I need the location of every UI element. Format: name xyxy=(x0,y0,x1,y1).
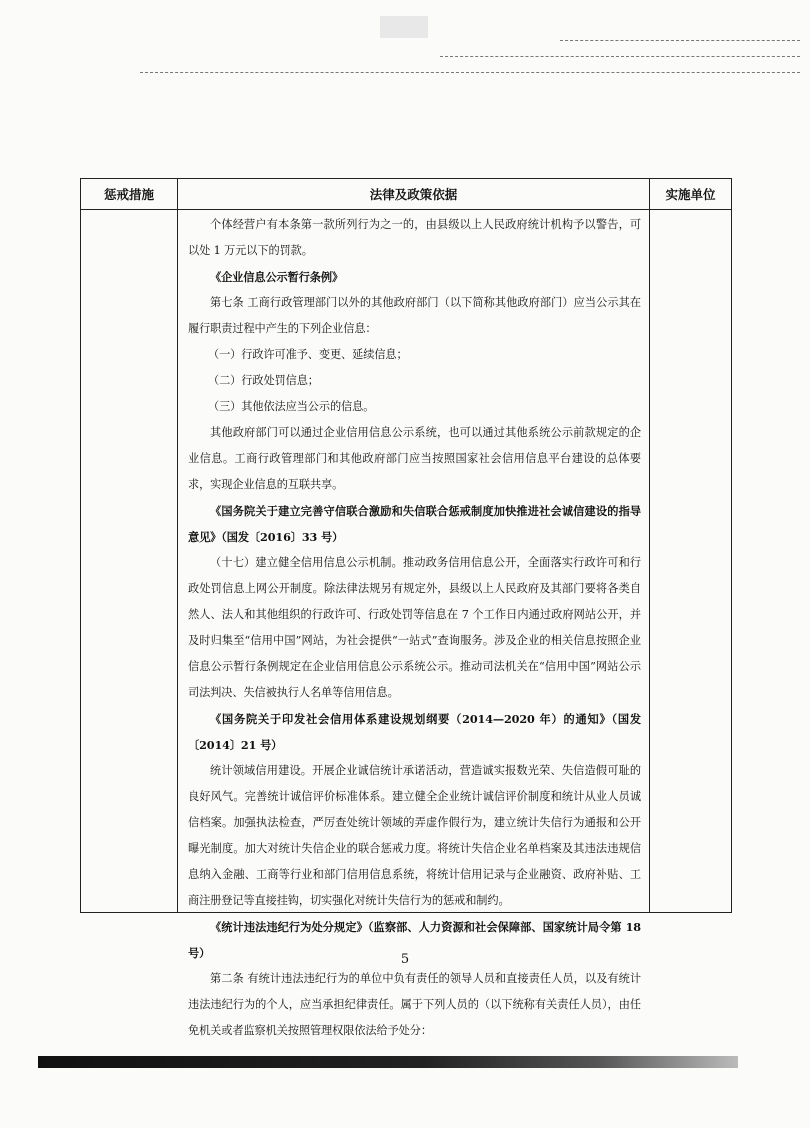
policy-table xyxy=(80,178,732,1037)
header-implementing-unit: 实施单位 xyxy=(650,179,732,210)
list-item: （三）其他依法应当公示的信息。 xyxy=(208,400,375,413)
article-text: 第七条 工商行政管理部门以外的其他政府部门（以下简称其他政府部门）应当公示其在履行职责过程中产生的下列企业信息： xyxy=(188,296,641,335)
regulation-title: 《企业信息公示暂行条例》 xyxy=(210,270,344,284)
paragraph: 统计领域信用建设。开展企业诚信统计承诺活动，营造诚实报数光荣、失信造假可耻的良好风气。完善统计诚信评价标准体系。建立健全企业统计诚信评价制度和统计从业人员诚信档案。加强执法检查，严厉查处统计领域的弄虚作假行为，建立统计失信行为通报和公开曝光制度。加大对统计失信企业的联合惩戒力度。将统计失信企业名单档案及其违法违规信息纳入金融、工商等行业和部门信用信息系统，将统计信用记录与企业融资、政府补贴、工商注册登记等直接挂钩，切实强化对统计失信行为的惩戒和制约。 xyxy=(188,764,641,907)
scan-footer-bar xyxy=(38,1056,738,1068)
paragraph: 个体经营户有本条第一款所列行为之一的，由县级以上人民政府统计机构予以警告，可以处 1 万元以下的罚款。 xyxy=(188,218,641,257)
list-item: （二）行政处罚信息； xyxy=(208,374,319,387)
implementing-unit-cell xyxy=(650,210,732,913)
paragraph: （十七）建立健全信用信息公示机制。推动政务信用信息公开，全面落实行政许可和行政处罚信息上网公开制度。除法律法规另有规定外，县级以上人民政府及其部门要将各类自然人、法人和其他组织的行政许可、行政处罚等信息在 7 个工作日内通过政府网站公开，并及时归集至“信用中国”网站，为社会提供“一站式”查询服务。涉及企业的相关信息按照企业信息公示暂行条例规定在企业信用信息公示系统公示。推动司法机关在“信用中国”网站公示司法判决、失信被执行人名单等信用信息。 xyxy=(188,556,641,699)
paragraph: 其他政府部门可以通过企业信用信息公示系统，也可以通过其他系统公示前款规定的企业信息。工商行政管理部门和其他政府部门应当按照国家社会信用信息平台建设的总体要求，实现企业信息的互联共享。 xyxy=(188,426,641,491)
article-text: 第二条 有统计违法违纪行为的单位中负有责任的领导人员和直接责任人员，以及有统计违法违纪行为的个人，应当承担纪律责任。属于下列人员的（以下统称有关责任人员），由任免机关或者监察机关按照管理权限依法给予处分： xyxy=(188,972,641,1037)
scan-dash-line xyxy=(440,56,800,57)
scan-dash-line xyxy=(140,72,800,73)
page-number: 5 xyxy=(400,952,410,967)
scan-smudge xyxy=(380,16,428,38)
header-measures: 惩戒措施 xyxy=(81,179,178,210)
list-item: （一）行政许可准予、变更、延续信息； xyxy=(208,348,408,361)
regulation-title: 《国务院关于建立完善守信联合激励和失信联合惩戒制度加快推进社会诚信建设的指导意见》（国发〔2016〕33 号） xyxy=(188,504,641,544)
regulation-title: 《国务院关于印发社会信用体系建设规划纲要（2014—2020 年）的通知》（国发〔2014〕21 号） xyxy=(188,712,641,752)
scan-dash-line xyxy=(560,40,800,41)
legal-basis-cell xyxy=(178,210,650,1037)
measures-cell xyxy=(81,210,178,913)
regulation-title: 《统计违法违纪行为处分规定》（监察部、人力资源和社会保障部、国家统计局令第 18 号） xyxy=(188,920,641,960)
header-legal-basis: 法律及政策依据 xyxy=(178,179,650,210)
